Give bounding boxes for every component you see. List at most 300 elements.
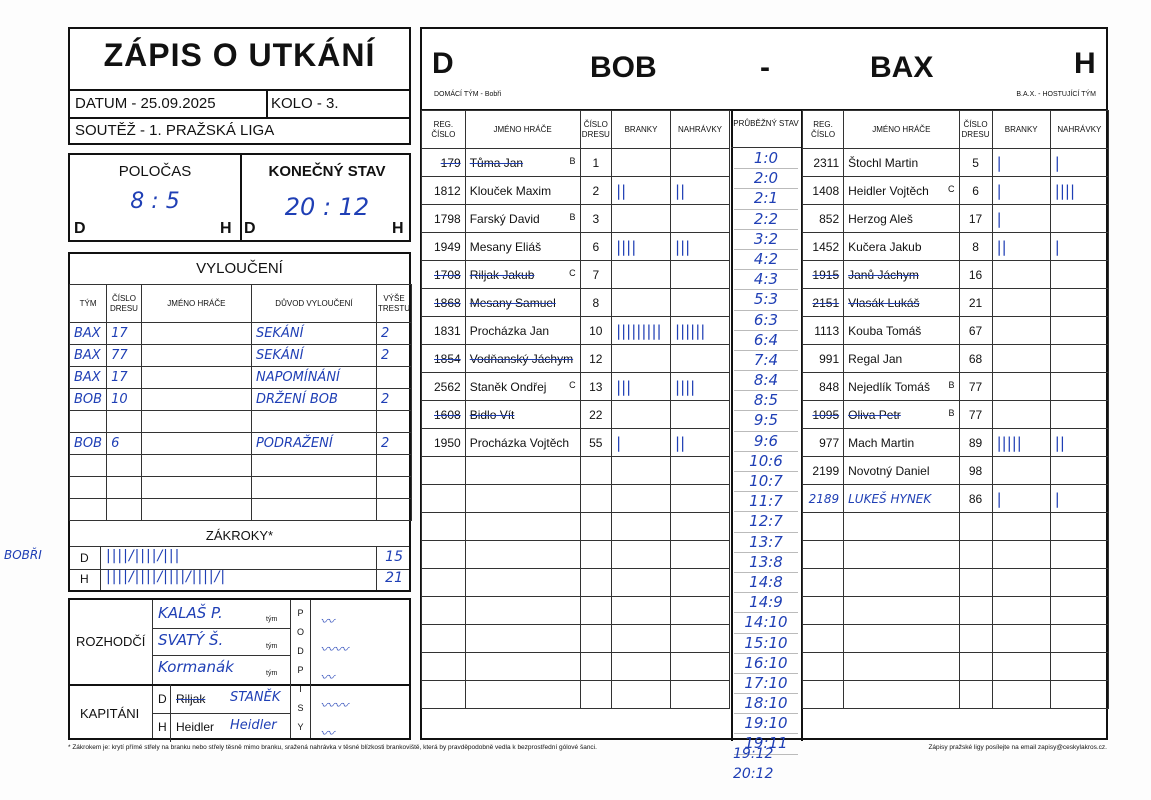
penalty-name (141, 345, 251, 367)
home-player-goals (612, 653, 671, 681)
away-player-assists (1050, 373, 1108, 401)
running-score-list (734, 149, 798, 755)
running-score-entry: 11:7 (734, 492, 798, 512)
away-player-dres: 8 (959, 233, 992, 261)
penalty-reason: NAPOMÍNÁNÍ (251, 367, 376, 389)
away-player-assists (1050, 653, 1108, 681)
penalty-length: 2 (376, 345, 411, 367)
home-player-goals (612, 289, 671, 317)
penalty-dres (107, 499, 142, 521)
score-overflow-2: 20:12 (733, 766, 774, 782)
away-player-assists (1050, 541, 1108, 569)
away-player-reg: 1452 (803, 233, 844, 261)
away-player-name (844, 653, 959, 681)
home-player-dres: 7 (580, 261, 612, 289)
penalty-dres (107, 477, 142, 499)
away-player-name (844, 625, 959, 653)
penalty-reason: DRŽENÍ BOB (251, 389, 376, 411)
home-player-assists (671, 261, 730, 289)
running-score-entry: 5:3 (734, 290, 798, 310)
away-player-name (844, 513, 959, 541)
home-player-dres: 3 (580, 205, 612, 233)
away-player-row (803, 233, 1109, 261)
home-player-reg (422, 569, 466, 597)
away-player-goals: | (992, 485, 1050, 513)
home-player-mark: B (569, 211, 576, 222)
running-score-entry: 2:2 (734, 210, 798, 230)
away-player-dres (959, 513, 992, 541)
running-score-entry: 9:5 (734, 411, 798, 431)
penalty-dres: 77 (107, 345, 142, 367)
col-name: JMÉNO HRÁČE (141, 285, 251, 323)
saves-title: ZÁKROKY* (205, 528, 274, 543)
home-player-reg (422, 597, 466, 625)
penalty-reason (251, 499, 376, 521)
away-player-row (803, 569, 1109, 597)
away-player-dres: 77 (959, 401, 992, 429)
home-player-goals (612, 597, 671, 625)
signature-letter: O (296, 627, 304, 637)
running-score-entry: 2:1 (734, 189, 798, 209)
signature-letter: I (299, 684, 302, 694)
signature-letter: P (297, 665, 304, 675)
running-score-entry: 19:11 (734, 734, 798, 754)
home-player-reg (422, 513, 466, 541)
final-label: KONEČNÝ STAV (268, 163, 386, 180)
running-score-entry: 14:10 (734, 613, 798, 633)
away-player-assists: | (1050, 485, 1108, 513)
referee-team-label: tým (266, 643, 278, 650)
away-player-dres: 68 (959, 345, 992, 373)
home-player-goals (612, 401, 671, 429)
penalty-dres (107, 411, 142, 433)
home-player-assists (671, 205, 730, 233)
home-player-assists (671, 625, 730, 653)
home-player-name: Procházka Vojtěch (465, 429, 580, 457)
home-player-goals: |||| (612, 233, 671, 261)
referee-row-divider (152, 628, 290, 629)
score-overflow (733, 744, 773, 784)
penalties-title: VYLOUČENÍ (196, 260, 283, 277)
home-player-reg (422, 653, 466, 681)
saves-h-total: 21 (385, 570, 403, 586)
home-player-name (465, 653, 580, 681)
home-player-row (422, 597, 730, 625)
away-player-reg: 1095 (803, 401, 844, 429)
penalty-row (70, 455, 412, 477)
home-player-reg: 1812 (422, 177, 466, 205)
home-player-dres: 22 (580, 401, 612, 429)
home-player-assists: || (671, 429, 730, 457)
penalty-dres: 17 (107, 323, 142, 345)
home-player-row (422, 317, 730, 345)
home-player-reg: 1950 (422, 429, 466, 457)
home-player-name (465, 261, 580, 289)
home-player-dres (580, 681, 612, 709)
penalty-name (141, 323, 251, 345)
referee-team-label: tým (266, 670, 278, 677)
home-player-assists (671, 457, 730, 485)
home-player-name: Mesany Samuel (465, 289, 580, 317)
running-score-entry: 8:5 (734, 391, 798, 411)
home-player-name (465, 541, 580, 569)
home-player-assists: |||| (671, 373, 730, 401)
home-player-goals (612, 513, 671, 541)
away-col-name: JMÉNO HRÁČE (844, 111, 959, 149)
away-sub: B.A.X. - HOSTUJÍCÍ TÝM (1016, 91, 1096, 98)
away-player-dres: 21 (959, 289, 992, 317)
away-letter: H (1074, 47, 1096, 80)
home-player-row (422, 345, 730, 373)
away-player-assists (1050, 569, 1108, 597)
away-player-row (803, 429, 1109, 457)
penalty-name (141, 411, 251, 433)
home-player-reg: 179 (422, 149, 466, 177)
title-box (68, 27, 411, 145)
away-player-mark: B (948, 407, 955, 418)
home-player-dres: 12 (580, 345, 612, 373)
page-title: ZÁPIS O UTKÁNÍ (103, 37, 376, 73)
col-length: VÝŠE TRESTU (376, 285, 411, 323)
away-player-name: Štochl Martin (844, 149, 959, 177)
home-player-goals (612, 625, 671, 653)
home-player-row (422, 373, 730, 401)
running-score-entry: 19:10 (734, 714, 798, 734)
penalty-team: BAX (70, 323, 107, 345)
final-d-label: D (244, 220, 256, 237)
away-player-name: Regal Jan (844, 345, 959, 373)
away-player-goals (992, 401, 1050, 429)
home-player-assists (671, 513, 730, 541)
away-player-assists (1050, 317, 1108, 345)
penalty-reason (251, 477, 376, 499)
penalty-team (70, 477, 107, 499)
home-player-dres (580, 653, 612, 681)
penalty-name (141, 389, 251, 411)
away-player-goals (992, 569, 1050, 597)
running-score-entry: 16:10 (734, 654, 798, 674)
home-col-name: JMÉNO HRÁČE (465, 111, 580, 149)
footer-note: * Zákrokem je: krytí přímé střely na branku nebo střely těsně mimo branku, sražená nahrávka v těsné blízkosti brankoviště, která by pravděpodobně vedla k bezprostřední gólové šanci. (68, 744, 597, 751)
home-player-dres (580, 513, 612, 541)
penalty-length (376, 477, 411, 499)
captain-h-name: Heidler (176, 720, 215, 734)
home-player-mark: B (569, 155, 576, 166)
penalty-reason: SEKÁNÍ (251, 345, 376, 367)
running-score-entry: 13:8 (734, 553, 798, 573)
away-player-name: Janů Jáchym (844, 261, 959, 289)
away-player-goals: || (992, 233, 1050, 261)
running-score-entry: 13:7 (734, 533, 798, 553)
running-score-entry: 12:7 (734, 512, 798, 532)
away-player-goals (992, 345, 1050, 373)
officials-box (68, 598, 411, 740)
away-col-nahravky: NAHRÁVKY (1050, 111, 1108, 149)
away-player-goals (992, 289, 1050, 317)
penalty-reason: PODRAŽENÍ (251, 433, 376, 455)
penalty-team (70, 455, 107, 477)
home-player-reg: 1798 (422, 205, 466, 233)
home-player-name: Klouček Maxim (465, 177, 580, 205)
penalty-reason (251, 455, 376, 477)
penalty-dres (107, 455, 142, 477)
home-player-assists (671, 345, 730, 373)
away-player-assists: |||| (1050, 177, 1108, 205)
away-player-name (844, 373, 959, 401)
home-player-row (422, 205, 730, 233)
away-player-name (844, 681, 959, 709)
saves-d-tally: ||||/||||/||| (106, 548, 181, 564)
away-player-goals (992, 513, 1050, 541)
penalty-row (70, 477, 412, 499)
final-h-label: H (392, 220, 404, 237)
running-score-entry: 14:9 (734, 593, 798, 613)
home-player-assists (671, 401, 730, 429)
home-player-row (422, 653, 730, 681)
away-player-reg (803, 625, 844, 653)
away-player-row (803, 513, 1109, 541)
captain-h-label: H (158, 720, 167, 734)
away-player-reg (803, 597, 844, 625)
home-player-reg: 1831 (422, 317, 466, 345)
away-player-assists (1050, 457, 1108, 485)
home-letter: D (432, 47, 454, 80)
running-score-entry: 18:10 (734, 694, 798, 714)
away-player-name: Vlasák Lukáš (844, 289, 959, 317)
saves-h-label: H (80, 572, 89, 586)
away-player-goals: | (992, 205, 1050, 233)
home-player-name (465, 569, 580, 597)
home-player-assists (671, 653, 730, 681)
home-player-name (465, 513, 580, 541)
penalty-length (376, 367, 411, 389)
saves-h-row (70, 568, 409, 590)
away-player-reg: 1408 (803, 177, 844, 205)
away-player-assists: | (1050, 149, 1108, 177)
away-player-assists (1050, 401, 1108, 429)
penalty-team (70, 499, 107, 521)
home-player-name (465, 149, 580, 177)
away-player-reg (803, 569, 844, 597)
running-score-entry: 6:4 (734, 331, 798, 351)
away-player-reg: 1113 (803, 317, 844, 345)
captains-label: KAPITÁNI (80, 706, 140, 721)
home-player-row (422, 485, 730, 513)
away-player-row (803, 149, 1109, 177)
home-col-reg: REG. ČÍSLO (422, 111, 466, 149)
away-player-row (803, 373, 1109, 401)
col-reason: DŮVOD VYLOUČENÍ (251, 285, 376, 323)
home-player-goals (612, 569, 671, 597)
away-player-dres: 5 (959, 149, 992, 177)
home-player-goals: ||||||||| (612, 317, 671, 345)
home-player-goals (612, 457, 671, 485)
referee-row-divider (152, 655, 290, 656)
home-player-goals (612, 149, 671, 177)
penalty-row (70, 433, 412, 455)
home-player-dres (580, 569, 612, 597)
home-player-mark: C (569, 267, 576, 278)
away-player-goals: | (992, 149, 1050, 177)
penalty-team (70, 411, 107, 433)
away-player-goals: | (992, 177, 1050, 205)
home-player-goals: || (612, 177, 671, 205)
running-score-entry: 2:0 (734, 169, 798, 189)
away-player-name (844, 569, 959, 597)
home-player-name (465, 625, 580, 653)
running-score-entry: 4:2 (734, 250, 798, 270)
away-player-reg (803, 541, 844, 569)
away-player-dres (959, 569, 992, 597)
final-score: 20 : 12 (284, 193, 370, 221)
half-d-label: D (74, 220, 86, 237)
home-players-table (421, 110, 730, 709)
penalty-name (141, 433, 251, 455)
away-player-assists (1050, 289, 1108, 317)
home-player-assists (671, 569, 730, 597)
home-player-row (422, 625, 730, 653)
away-player-name (844, 177, 959, 205)
penalty-dres: 10 (107, 389, 142, 411)
away-player-assists: | (1050, 233, 1108, 261)
home-player-name (465, 597, 580, 625)
score-box (68, 153, 411, 242)
referee-name: KALAŠ P. (158, 604, 223, 622)
penalty-name (141, 477, 251, 499)
away-player-dres (959, 597, 992, 625)
home-player-dres: 55 (580, 429, 612, 457)
away-player-goals (992, 625, 1050, 653)
running-score-entry: 1:0 (734, 149, 798, 169)
home-player-row (422, 401, 730, 429)
away-player-dres (959, 653, 992, 681)
penalty-dres: 17 (107, 367, 142, 389)
home-player-assists (671, 681, 730, 709)
match-date: DATUM - 25.09.2025 (75, 95, 216, 112)
home-player-name (465, 457, 580, 485)
home-player-dres: 8 (580, 289, 612, 317)
away-player-reg: 2199 (803, 457, 844, 485)
running-score-entry: 3:2 (734, 230, 798, 250)
away-player-dres: 16 (959, 261, 992, 289)
away-player-row (803, 485, 1109, 513)
referee-name: SVATÝ Š. (158, 631, 224, 649)
home-player-row (422, 681, 730, 709)
away-player-reg: 991 (803, 345, 844, 373)
home-player-dres (580, 625, 612, 653)
captain-h-signature: Heidler (230, 718, 277, 733)
away-player-goals (992, 317, 1050, 345)
home-player-name (465, 373, 580, 401)
penalty-row (70, 345, 412, 367)
penalty-name (141, 367, 251, 389)
home-player-assists: ||| (671, 233, 730, 261)
away-name: BAX (870, 51, 934, 84)
saves-h-tally: ||||/||||/||||/||||/| (106, 569, 227, 585)
away-player-row (803, 289, 1109, 317)
home-player-goals (612, 205, 671, 233)
penalty-length (376, 455, 411, 477)
player-name-text: Nejedlík Tomáš (848, 379, 930, 394)
home-player-row (422, 149, 730, 177)
home-player-row (422, 457, 730, 485)
away-player-row (803, 597, 1109, 625)
home-player-name (465, 205, 580, 233)
away-player-assists (1050, 625, 1108, 653)
penalty-length: 2 (376, 323, 411, 345)
team-dash: - (760, 51, 770, 84)
home-player-reg (422, 541, 466, 569)
away-player-row (803, 345, 1109, 373)
running-score-entry: 10:7 (734, 472, 798, 492)
penalty-length: 2 (376, 389, 411, 411)
running-score-entry: 4:3 (734, 270, 798, 290)
away-player-mark: B (948, 379, 955, 390)
away-player-goals (992, 653, 1050, 681)
penalty-row (70, 323, 412, 345)
penalty-team: BAX (70, 367, 107, 389)
running-score-entry: 8:4 (734, 371, 798, 391)
saves-side-note: BOBŘI (4, 548, 42, 562)
home-player-assists (671, 149, 730, 177)
penalty-row (70, 411, 412, 433)
referees-label: ROZHODČÍ (76, 634, 146, 649)
home-player-dres (580, 541, 612, 569)
penalty-row (70, 367, 412, 389)
away-player-goals (992, 541, 1050, 569)
home-player-reg: 1608 (422, 401, 466, 429)
away-player-name: Mach Martin (844, 429, 959, 457)
home-player-assists (671, 597, 730, 625)
match-round: KOLO - 3. (271, 95, 339, 112)
away-player-dres: 67 (959, 317, 992, 345)
away-player-name: Kučera Jakub (844, 233, 959, 261)
away-player-assists (1050, 205, 1108, 233)
away-player-reg: 2151 (803, 289, 844, 317)
away-player-name: LUKEŠ HYNEK (844, 485, 959, 513)
home-player-goals: ||| (612, 373, 671, 401)
halftime-score: 8 : 5 (130, 189, 180, 214)
home-player-row (422, 177, 730, 205)
away-player-row (803, 681, 1109, 709)
away-player-dres: 98 (959, 457, 992, 485)
signatures-label (291, 604, 310, 737)
saves-d-total: 15 (385, 549, 403, 565)
player-name-text: Riljak Jakub (469, 267, 535, 282)
footer-send: Zápisy pražské ligy posílejte na email zapisy@ceskylakros.cz. (928, 744, 1107, 751)
away-player-dres: 17 (959, 205, 992, 233)
away-player-name: Novotný Daniel (844, 457, 959, 485)
saves-d-row (70, 546, 409, 570)
away-player-dres (959, 625, 992, 653)
away-player-assists (1050, 513, 1108, 541)
penalty-row (70, 499, 412, 521)
penalty-reason: SEKÁNÍ (251, 323, 376, 345)
home-player-name (465, 485, 580, 513)
away-col-dres: ČÍSLO DRESU (959, 111, 992, 149)
away-player-reg (803, 513, 844, 541)
away-player-row (803, 177, 1109, 205)
home-player-dres (580, 597, 612, 625)
penalty-reason (251, 411, 376, 433)
away-player-assists: || (1050, 429, 1108, 457)
home-player-reg: 1708 (422, 261, 466, 289)
away-player-reg (803, 681, 844, 709)
away-player-reg: 977 (803, 429, 844, 457)
away-player-reg (803, 653, 844, 681)
captain-d-name: Riljak (176, 692, 206, 706)
home-player-goals (612, 681, 671, 709)
